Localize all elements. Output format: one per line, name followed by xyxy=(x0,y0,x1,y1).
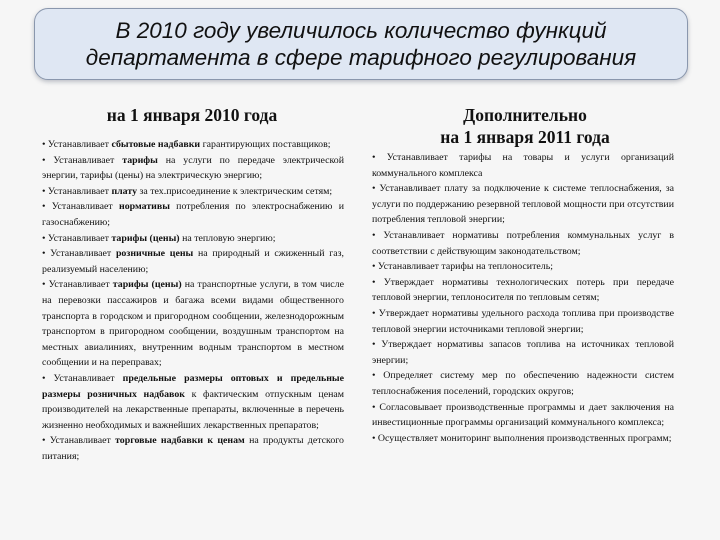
list-item: • Устанавливает тарифы на теплоноситель; xyxy=(372,261,553,273)
list-item: • Устанавливает предельные размеры оптовых и предельные размеры розничных надбавок к фактическим отпускным ценам производителей на лекарственные препараты, включенные в перечень жизненно необходимых и важнейших лекарственных препаратов; xyxy=(42,372,344,431)
list-item: • Определяет систему мер по обеспечению надежности систем теплоснабжения поселений, городских округов; xyxy=(372,370,674,397)
right-heading-line-1: Дополнительно xyxy=(463,105,587,125)
list-item: • Осуществляет мониторинг выполнения производственных программ; xyxy=(372,432,672,444)
right-column-list xyxy=(372,150,674,446)
right-column-heading xyxy=(370,104,680,148)
left-column-heading: на 1 января 2010 года xyxy=(106,105,278,125)
list-item: • Устанавливает тарифы на товары и услуги организаций коммунального комплекса xyxy=(372,152,674,179)
list-item: • Устанавливает розничные цены на природный и сжиженный газ, реализуемый населению; xyxy=(42,248,344,275)
list-item: • Утверждает нормативы запасов топлива на источниках тепловой энергии; xyxy=(372,339,674,366)
title-line-1: В 2010 году увеличилось количество функций xyxy=(115,18,607,43)
left-column-list xyxy=(42,137,344,464)
list-item: • Устанавливает плату за подключение к системе теплоснабжения, за услуги по поддержанию резервной тепловой мощности при отсутствии потребления тепловой энергии; xyxy=(372,183,674,226)
list-item: • Устанавливает тарифы (цены) на тепловую энергию; xyxy=(42,232,276,244)
list-item: • Устанавливает сбытовые надбавки гарантирующих поставщиков; xyxy=(42,139,331,150)
list-item: • Утверждает нормативы технологических потерь при передаче тепловой энергии, теплоносителя по тепловым сетям; xyxy=(372,276,674,304)
list-item: • Устанавливает нормативы потребления по электроснабжению и газоснабжению; xyxy=(42,201,344,228)
title-banner xyxy=(34,8,688,80)
list-item: • Устанавливает тарифы (цены) на транспортные услуги, в том числе на перевозки пассажиров и багажа всеми видами общественного транспорта в городском и пригородном сообщении, железнодорожным транспортом в пригородном сообщении, воздушным транспортом на местных авиалиниях, внутренним водным транспортом в местном сообщении и на переправах; xyxy=(42,279,344,369)
list-item: • Согласовывает производственные программы и дает заключения на инвестиционные программы организаций коммунального комплекса; xyxy=(372,401,674,429)
list-item: • Устанавливает тарифы на услуги по передаче электрической энергии, тарифы (цены) на электрическую энергию; xyxy=(42,154,344,182)
list-item: • Устанавливает торговые надбавки к ценам на продукты детского питания; xyxy=(42,435,344,462)
list-item: • Устанавливает нормативы потребления коммунальных услуг в соответствии с действующим законодательством; xyxy=(372,229,674,257)
list-item: • Устанавливает плату за тех.присоединение к электрическим сетям; xyxy=(42,185,333,197)
list-item: • Утверждает нормативы удельного расхода топлива при производстве тепловой энергии источниками тепловой энергии; xyxy=(372,307,674,335)
title-line-2: департамента в сфере тарифного регулирования xyxy=(85,45,637,70)
right-heading-line-2: на 1 января 2011 года xyxy=(440,127,610,147)
